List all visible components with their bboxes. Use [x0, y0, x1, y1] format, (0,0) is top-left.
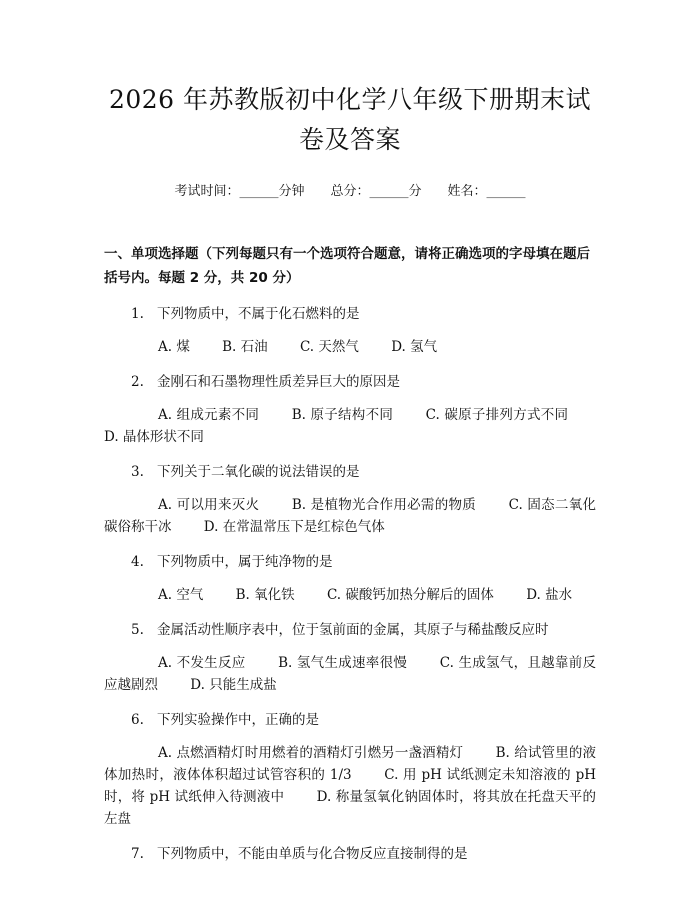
exam-time-field: 考试时间：______分钟: [174, 184, 305, 199]
question-text: 金刚石和石墨物理性质差异巨大的原因是: [157, 374, 400, 390]
question-stem: [104, 303, 596, 325]
question-stem: [104, 551, 596, 573]
option-a: A. 空气: [158, 587, 204, 603]
option-a: A. 组成元素不同: [158, 407, 260, 423]
question-number: 7.: [131, 846, 144, 862]
option-d: D. 只能生成盐: [190, 677, 277, 693]
option-c: C. 用 pH 试纸测定未知溶液的 pH 时，将 pH 试纸伸入待测液中: [104, 767, 596, 805]
question-options: [104, 494, 596, 538]
question-number: 5.: [131, 622, 144, 638]
option-d: D. 盐水: [526, 587, 573, 603]
question-number: 6.: [131, 712, 144, 728]
option-d: D. 在常温常压下是红棕色气体: [203, 519, 385, 535]
option-d: D. 晶体形状不同: [104, 429, 204, 445]
exam-meta: [104, 180, 596, 199]
question-stem: [104, 619, 596, 641]
question-options: [104, 742, 596, 830]
section-heading-single-choice: 一、单项选择题（下列每题只有一个选项符合题意，请将正确选项的字母填在题后括号内。每题 2 分，共 20 分）: [104, 246, 590, 286]
student-name-field: 姓名：______: [447, 184, 526, 199]
option-a: A. 点燃酒精灯时用燃着的酒精灯引燃另一盏酒精灯: [158, 745, 464, 761]
question-stem: [104, 843, 596, 865]
question-options: [104, 336, 596, 358]
option-a: A. 煤: [158, 339, 190, 355]
option-c: C. 固态二氧化碳俗称干冰: [104, 497, 596, 535]
option-b: B. 石油: [222, 339, 268, 355]
page-title: 2026 年苏教版初中化学八年级下册期末试卷及答案: [108, 85, 592, 154]
question-text: 下列物质中，不属于化石燃料的是: [157, 306, 360, 322]
option-c: C. 碳原子排列方式不同: [425, 407, 568, 423]
question-text: 下列物质中，属于纯净物的是: [157, 554, 333, 570]
option-c: C. 天然气: [299, 339, 359, 355]
total-score-field: 总分：______分: [330, 184, 422, 199]
option-b: B. 是植物光合作用必需的物质: [291, 497, 477, 513]
question-text: 下列关于二氧化碳的说法错误的是: [157, 464, 360, 480]
option-b: B. 原子结构不同: [291, 407, 394, 423]
option-c: C. 碳酸钙加热分解后的固体: [326, 587, 494, 603]
question-options: [104, 652, 596, 696]
question-stem: [104, 709, 596, 731]
question-options: [104, 584, 596, 606]
option-b: B. 氢气生成速率很慢: [278, 655, 408, 671]
option-d: D. 称量氢氧化钠固体时，将其放在托盘天平的左盘: [104, 789, 596, 827]
question-stem: [104, 371, 596, 393]
question-number: 2.: [131, 374, 144, 390]
option-a: A. 可以用来灭火: [158, 497, 260, 513]
question-text: 金属活动性顺序表中，位于氢前面的金属，其原子与稀盐酸反应时: [157, 622, 549, 638]
option-a: A. 不发生反应: [158, 655, 246, 671]
option-b: B. 给试管里的液体加热时，液体体积超过试管容积的 1/3: [104, 745, 596, 783]
question-text: 下列物质中，不能由单质与化合物反应直接制得的是: [157, 846, 468, 862]
question-options: [104, 404, 596, 448]
question-number: 1.: [131, 306, 144, 322]
question-number: 4.: [131, 554, 144, 570]
option-d: D. 氢气: [391, 339, 438, 355]
option-b: B. 氧化铁: [235, 587, 295, 603]
question-text: 下列实验操作中，正确的是: [157, 712, 319, 728]
question-number: 3.: [131, 464, 144, 480]
option-c: C. 生成氢气，且越靠前反应越剧烈: [104, 655, 596, 693]
question-stem: [104, 461, 596, 483]
